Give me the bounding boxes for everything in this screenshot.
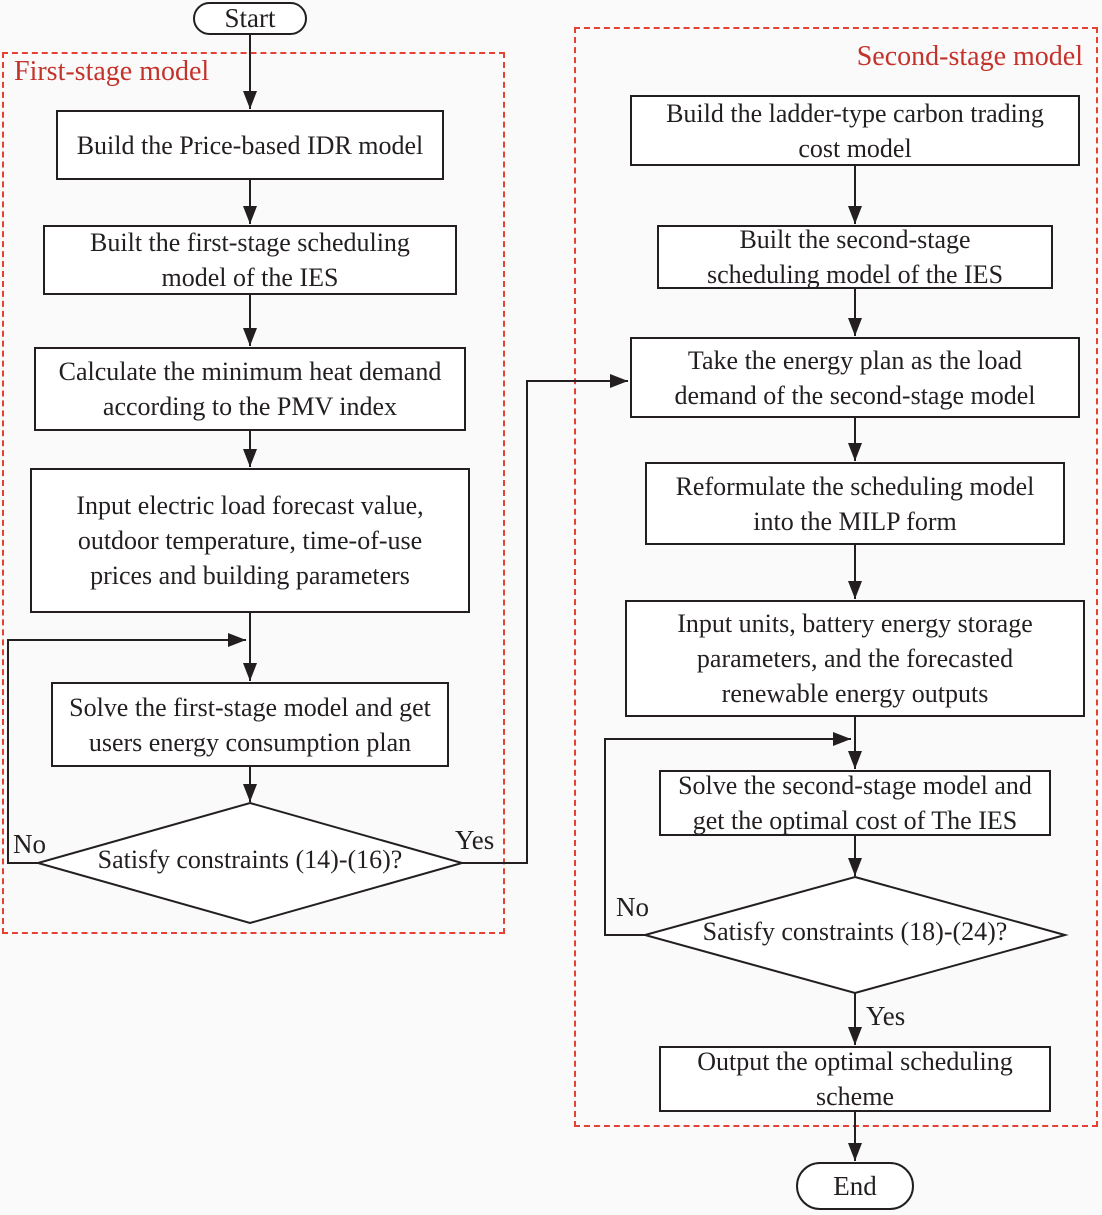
yes-path-stage1-to-stage2 [462, 381, 628, 863]
no-label-stage1: No [13, 829, 46, 859]
step-solve-second-stage: Solve the second-stage model and get the optimal cost of The IES [659, 770, 1051, 836]
step-output-optimal-scheme: Output the optimal scheduling scheme [659, 1046, 1051, 1112]
step-build-idr-model: Build the Price-based IDR model [56, 110, 444, 180]
step-solve-first-stage: Solve the first-stage model and get users energy consumption plan [51, 682, 449, 767]
step-calc-heat-demand: Calculate the minimum heat demand according to the PMV index [34, 347, 466, 431]
yes-label-stage1: Yes [455, 825, 495, 855]
first-stage-label: First-stage model [14, 56, 210, 87]
step-build-carbon-trading: Build the ladder-type carbon trading cost model [630, 95, 1080, 166]
start-label: Start [224, 3, 276, 33]
step-take-energy-plan: Take the energy plan as the load demand of the second-stage model [630, 337, 1080, 418]
decision-stage1-text: Satisfy constraints (14)-(16)? [97, 845, 403, 874]
step-build-first-stage-scheduling: Built the first-stage scheduling model of the IES [43, 225, 457, 295]
yes-label-stage2: Yes [866, 1001, 906, 1031]
end-terminal [796, 1162, 914, 1210]
step-reformulate-milp: Reformulate the scheduling model into the MILP form [645, 462, 1065, 545]
decision-stage2-text: Satisfy constraints (18)-(24)? [702, 917, 1008, 946]
start-terminal [193, 2, 307, 35]
no-label-stage2: No [616, 892, 649, 922]
step-input-units-storage: Input units, battery energy storage parameters, and the forecasted renewable energy outputs [625, 600, 1085, 717]
end-label: End [833, 1170, 877, 1201]
step-input-forecast-params: Input electric load forecast value, outdoor temperature, time-of-use prices and building parameters [30, 468, 470, 613]
second-stage-label: Second-stage model [856, 41, 1083, 72]
step-build-second-stage-scheduling: Built the second-stage scheduling model of the IES [657, 225, 1053, 289]
